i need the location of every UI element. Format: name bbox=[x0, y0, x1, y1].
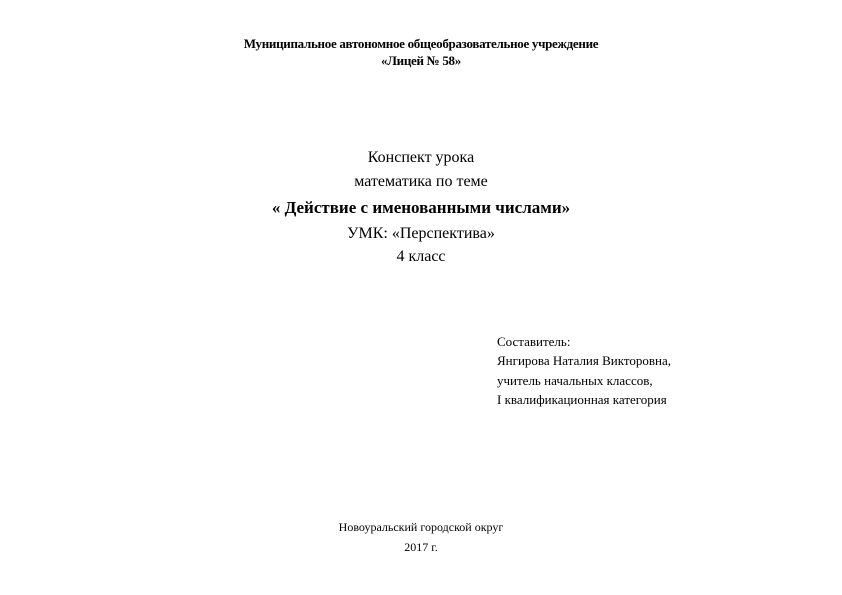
umk-line: УМК: «Перспектива» bbox=[347, 225, 495, 242]
district-line: Новоуральский городской округ bbox=[338, 520, 504, 534]
author-label: Составитель: bbox=[497, 334, 571, 349]
author-position: учитель начальных классов, bbox=[497, 373, 653, 388]
lesson-summary-heading: Конспект урока bbox=[367, 149, 475, 166]
author-category: I квалификационная категория bbox=[497, 392, 667, 407]
subject-line: математика по теме bbox=[354, 173, 488, 190]
year-line: 2017 г. bbox=[404, 540, 438, 554]
grade-line: 4 класс bbox=[396, 248, 446, 265]
institution-name: Муниципальное автономное общеобразовательное учреждение bbox=[243, 36, 599, 51]
lesson-topic: « Действие с именованными числами» bbox=[271, 198, 571, 217]
author-name: Янгирова Наталия Викторовна, bbox=[497, 353, 672, 368]
institution-lyceum: «Лицей № 58» bbox=[381, 53, 461, 68]
